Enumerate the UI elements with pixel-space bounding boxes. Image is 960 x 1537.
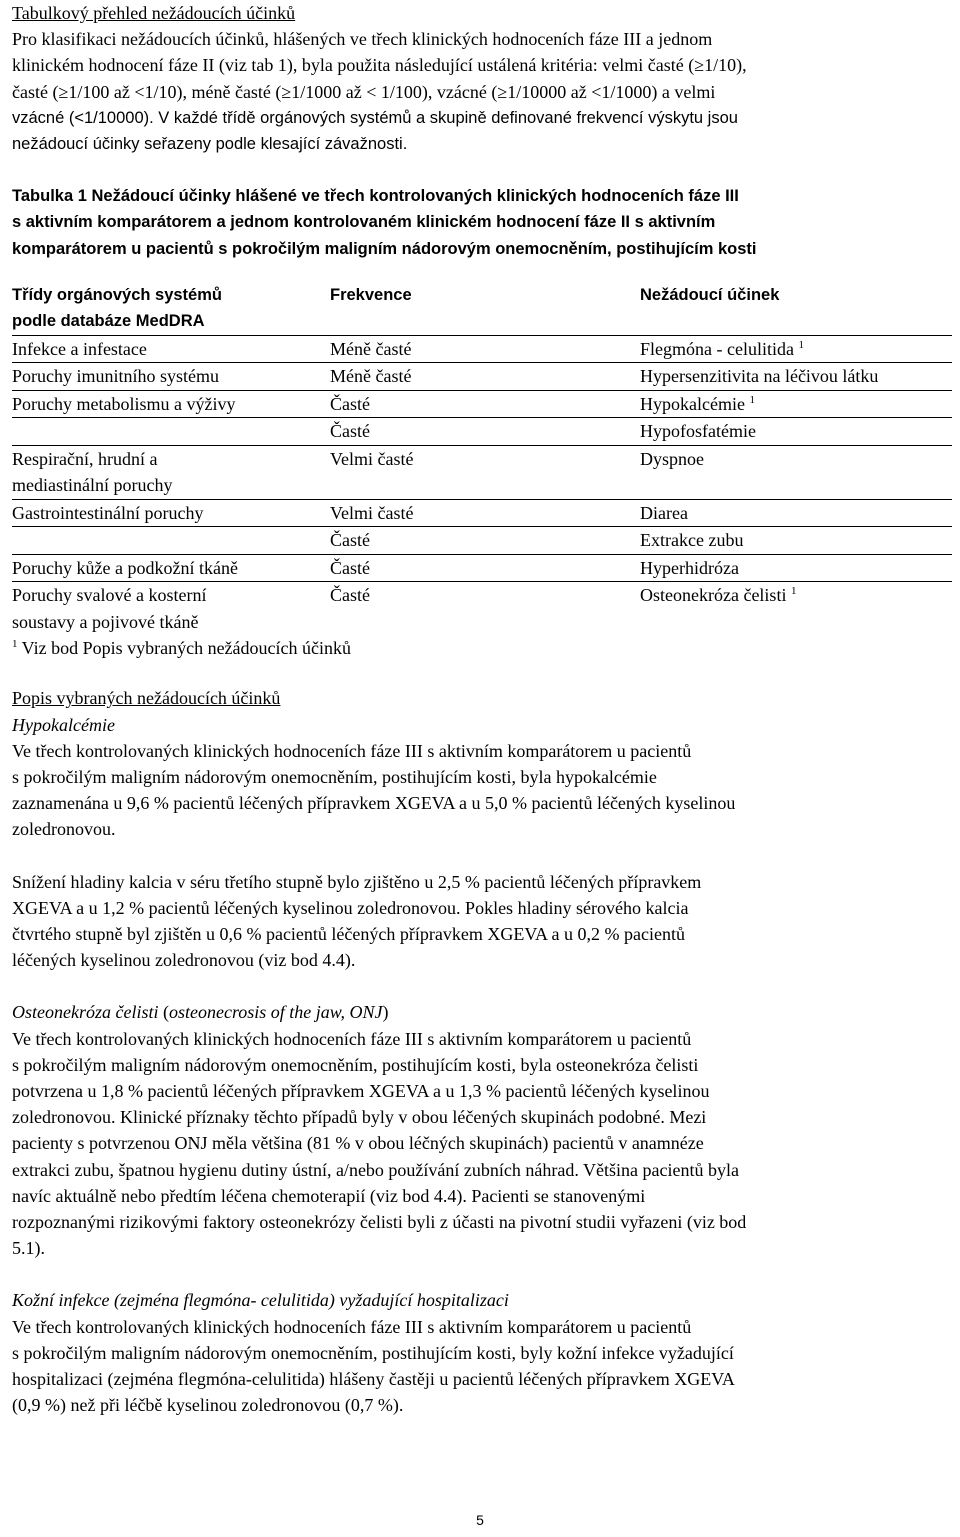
paragraph-line: extrakci zubu, špatnou hygienu dutiny ústní, a/nebo používání zubních náhrad. Většina pacientů byla bbox=[12, 1159, 739, 1180]
footnote-ref: 1 bbox=[790, 585, 797, 598]
soc-cell bbox=[12, 527, 330, 555]
table-row bbox=[12, 554, 952, 582]
paragraph-line: hospitalizaci (zejména flegmóna-celulitida) hlášeny častěji u pacientů léčených přípravkem XGEVA bbox=[12, 1369, 735, 1389]
table-row bbox=[12, 363, 952, 391]
hypocalcemia-paragraph-1 bbox=[12, 738, 952, 843]
soc-cell bbox=[12, 445, 330, 499]
paragraph-line: XGEVA a u 1,2 % pacientů léčených kyselinou zoledronovou. Pokles hladiny sérového kalcia bbox=[12, 897, 689, 918]
paragraph-line: rozpoznanými rizikovými faktory osteonekrózy čelisti byli z účasti na pivotní studii vyřazeni (viz bod bbox=[12, 1211, 747, 1232]
header-soc bbox=[12, 278, 330, 336]
frequency-cell: Velmi časté bbox=[330, 445, 640, 499]
soc-cell bbox=[12, 390, 330, 418]
caption-line: s aktivním komparátorem a jednom kontrolovaném klinickém hodnocení fáze II s aktivním bbox=[12, 213, 716, 232]
paragraph-line: zaznamenána u 9,6 % pacientů léčených přípravkem XGEVA a u 5,0 % pacientů léčených kyselinou bbox=[12, 793, 736, 814]
soc-line: Poruchy imunitního systému bbox=[12, 366, 219, 387]
soc-cell bbox=[12, 335, 330, 363]
header-soc-line: Třídy orgánových systémů bbox=[12, 285, 222, 304]
frequency-cell: Časté bbox=[330, 554, 640, 582]
frequency-cell: Méně časté bbox=[330, 363, 640, 391]
paragraph-line: 5.1). bbox=[12, 1238, 45, 1259]
soc-line: Infekce a infestace bbox=[12, 338, 147, 359]
reaction-text: Extrakce zubu bbox=[640, 530, 744, 551]
reaction-text: Hyperhidróza bbox=[640, 557, 739, 578]
reaction-text: Flegmóna - celulitida bbox=[640, 338, 794, 359]
paragraph-line: navíc aktuálně nebo předtím léčena chemoterapií (viz bod 4.4). Pacienti se stanovenými bbox=[12, 1185, 646, 1206]
soc-line: Poruchy metabolismu a výživy bbox=[12, 393, 236, 414]
table-row bbox=[12, 390, 952, 418]
footnote-mark: 1 bbox=[12, 638, 18, 651]
soc-cell bbox=[12, 418, 330, 446]
paragraph-line: zoledronovou. bbox=[12, 819, 116, 840]
paragraph-line: léčených kyselinou zoledronovou (viz bod 4.4). bbox=[12, 950, 356, 971]
reaction-cell bbox=[640, 445, 952, 499]
intro-line: nežádoucí účinky seřazeny podle klesající závažnosti. bbox=[12, 135, 408, 154]
reaction-text: Hypofosfatémie bbox=[640, 421, 756, 442]
reaction-cell bbox=[640, 390, 952, 418]
onj-heading-paren: ( bbox=[158, 1002, 169, 1023]
paragraph-line: Ve třech kontrolovaných klinických hodnoceních fáze III s aktivním komparátorem u pacientů bbox=[12, 1316, 692, 1337]
table-header-row bbox=[12, 278, 952, 336]
soc-line: Respirační, hrudní a bbox=[12, 448, 158, 469]
table-row bbox=[12, 582, 952, 636]
soc-line: Gastrointestinální poruchy bbox=[12, 502, 204, 523]
footnote-ref: 1 bbox=[798, 338, 804, 351]
reaction-text: Hypersenzitivita na léčivou látku bbox=[640, 366, 879, 387]
paragraph-line: Ve třech kontrolovaných klinických hodnoceních fáze III s aktivním komparátorem u pacientů bbox=[12, 740, 692, 761]
intro-line: klinickém hodnocení fáze II (viz tab 1), byla použita následující ustálená kritéria: velmi časté (≥1/10), bbox=[12, 55, 747, 76]
frequency-cell: Velmi časté bbox=[330, 499, 640, 527]
paragraph-line: (0,9 %) než při léčbě kyselinou zoledronovou (0,7 %). bbox=[12, 1395, 404, 1416]
table-footnote bbox=[12, 635, 952, 661]
header-soc-line: podle databáze MedDRA bbox=[12, 312, 205, 331]
soc-line: soustavy a pojivové tkáně bbox=[12, 611, 199, 632]
paragraph-line: pacienty s potvrzenou ONJ měla většina (81 % v obou léčných skupinách) pacientů v anamnéze bbox=[12, 1133, 704, 1154]
hypocalcemia-paragraph-2 bbox=[12, 869, 952, 974]
table-row bbox=[12, 527, 952, 555]
reaction-cell bbox=[640, 418, 952, 446]
page-number: 5 bbox=[476, 1512, 484, 1528]
soc-line: mediastinální poruchy bbox=[12, 475, 173, 496]
intro-line: vzácné (<1/10000). V každé třídě orgánových systémů a skupině definované frekvencí výskytu jsou bbox=[12, 108, 738, 127]
intro-line: časté (≥1/100 až <1/10), méně časté (≥1/1000 až < 1/100), vzácné (≥1/10000 až <1/1000) a velmi bbox=[12, 81, 716, 102]
paragraph-line: Snížení hladiny kalcia v séru třetího stupně bylo zjištěno u 2,5 % pacientů léčených přípravkem bbox=[12, 871, 702, 892]
soc-cell bbox=[12, 582, 330, 636]
adverse-reactions-table bbox=[12, 278, 952, 636]
frequency-cell: Časté bbox=[330, 527, 640, 555]
soc-line: Poruchy kůže a podkožní tkáně bbox=[12, 557, 238, 578]
soc-cell bbox=[12, 499, 330, 527]
intro-paragraph bbox=[12, 26, 952, 157]
reaction-cell bbox=[640, 363, 952, 391]
footnote-ref: 1 bbox=[749, 393, 755, 406]
paragraph-line: potvrzena u 1,8 % pacientů léčených přípravkem XGEVA a u 1,3 % pacientů léčených kyselinou bbox=[12, 1080, 710, 1101]
paragraph-line: s pokročilým maligním nádorovým onemocněním, postihujícím kosti, byla osteonekróza čelisti bbox=[12, 1054, 699, 1075]
onj-heading-paren: ) bbox=[382, 1002, 389, 1023]
onj-heading bbox=[12, 999, 952, 1025]
paragraph-line: zoledronovou. Klinické příznaky těchto případů byly v obou léčených skupinách podobné. Mezi bbox=[12, 1107, 707, 1128]
reaction-text: Osteonekróza čelisti bbox=[640, 585, 787, 606]
frequency-cell: Méně časté bbox=[330, 335, 640, 363]
intro-line: Pro klasifikaci nežádoucích účinků, hlášených ve třech klinických hodnoceních fáze III a jednom bbox=[12, 29, 713, 50]
table-row bbox=[12, 335, 952, 363]
reaction-text: Dyspnoe bbox=[640, 448, 704, 469]
selected-reactions-title: Popis vybraných nežádoucích účinků bbox=[12, 688, 281, 709]
table-row bbox=[12, 418, 952, 446]
soc-line: Poruchy svalové a kosterní bbox=[12, 585, 207, 606]
reaction-cell bbox=[640, 582, 952, 636]
section-title: Tabulkový přehled nežádoucích účinků bbox=[12, 3, 296, 23]
reaction-cell bbox=[640, 499, 952, 527]
header-reaction: Nežádoucí účinek bbox=[640, 278, 952, 336]
reaction-cell bbox=[640, 554, 952, 582]
table-row bbox=[12, 445, 952, 499]
reaction-text: Hypokalcémie bbox=[640, 393, 745, 414]
frequency-cell: Časté bbox=[330, 418, 640, 446]
reaction-cell bbox=[640, 527, 952, 555]
skin-infection-heading: Kožní infekce (zejména flegmóna- celulitida) vyžadující hospitalizaci bbox=[12, 1290, 509, 1311]
frequency-cell: Časté bbox=[330, 585, 370, 606]
table-row bbox=[12, 499, 952, 527]
paragraph-line: s pokročilým maligním nádorovým onemocněním, postihujícím kosti, byla hypokalcémie bbox=[12, 766, 657, 787]
soc-cell bbox=[12, 363, 330, 391]
table-caption bbox=[12, 183, 952, 262]
frequency-cell: Časté bbox=[330, 390, 640, 418]
paragraph-line: čtvrtého stupně byl zjištěn u 0,6 % pacientů léčených přípravkem XGEVA a u 0,2 % pacientů bbox=[12, 923, 685, 944]
document-page bbox=[12, 0, 952, 1418]
paragraph-line: Ve třech kontrolovaných klinických hodnoceních fáze III s aktivním komparátorem u pacientů bbox=[12, 1028, 692, 1049]
header-frequency: Frekvence bbox=[330, 278, 640, 336]
paragraph-line: s pokročilým maligním nádorovým onemocněním, postihujícím kosti, byly kožní infekce vyžadující bbox=[12, 1342, 734, 1363]
caption-line: Tabulka 1 Nežádoucí účinky hlášené ve třech kontrolovaných klinických hodnoceních fáze III bbox=[12, 187, 739, 206]
caption-line: komparátorem u pacientů s pokročilým maligním nádorovým onemocněním, postihujícím kosti bbox=[12, 239, 757, 258]
reaction-text: Diarea bbox=[640, 502, 688, 523]
reaction-cell bbox=[640, 335, 952, 363]
skin-infection-paragraph bbox=[12, 1314, 952, 1419]
onj-heading-en: osteonecrosis of the jaw, ONJ bbox=[168, 1002, 383, 1023]
onj-heading-cz: Osteonekróza čelisti bbox=[12, 1002, 159, 1023]
soc-cell bbox=[12, 554, 330, 582]
footnote-text: Viz bod Popis vybraných nežádoucích účinků bbox=[17, 638, 352, 659]
onj-paragraph bbox=[12, 1026, 952, 1262]
hypocalcemia-heading: Hypokalcémie bbox=[12, 714, 115, 735]
